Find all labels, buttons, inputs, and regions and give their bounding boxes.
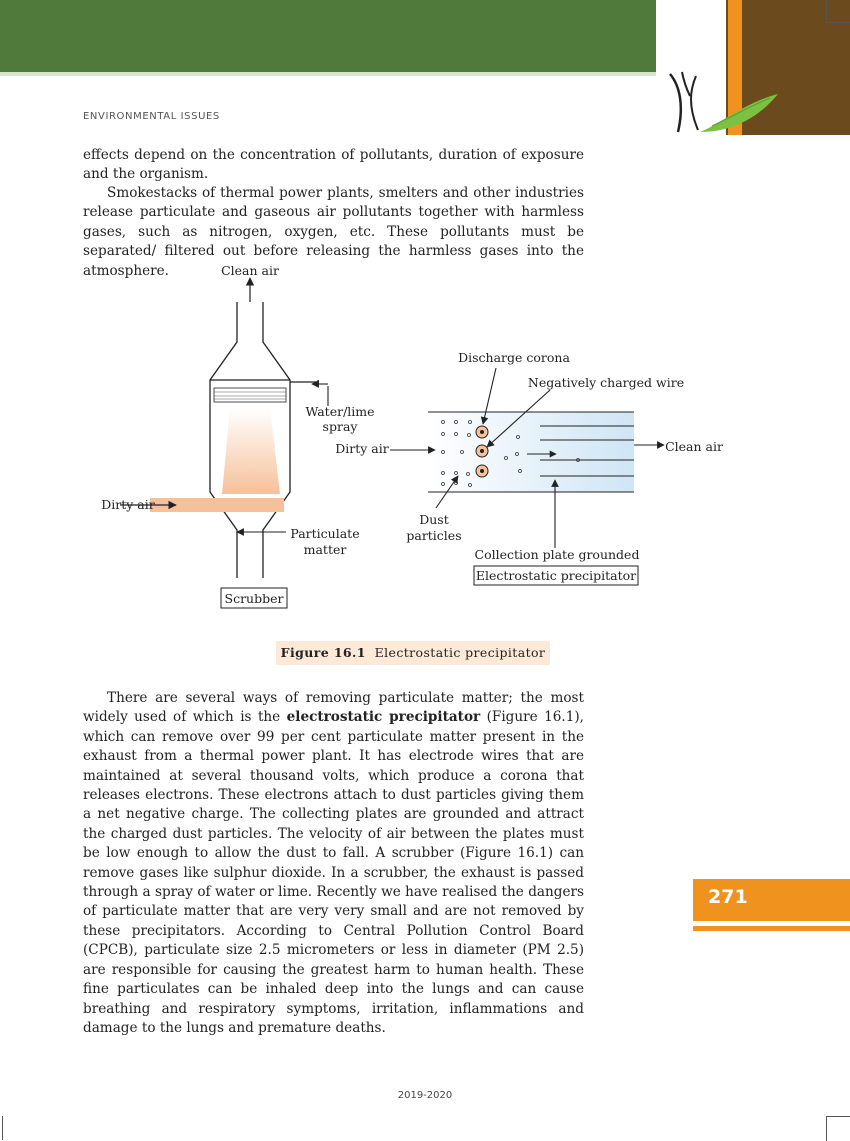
collection-plate-label: Collection plate grounded — [474, 547, 640, 562]
figure-caption — [276, 641, 550, 665]
crop-mark-bottom-right — [826, 1116, 850, 1141]
water-lime-label-line1: Water/lime — [305, 404, 375, 419]
crop-mark-bottom-left — [0, 1116, 3, 1140]
paragraph-1: effects depend on the concentration of pollutants, duration of exposure and the organism. — [83, 147, 584, 183]
crop-mark-top-right — [826, 0, 850, 23]
dust-label-line2: particles — [406, 528, 462, 543]
paragraph-3-bold-term: electrostatic precipitator — [286, 709, 481, 726]
precipitator-box-label: Electrostatic precipitator — [475, 568, 637, 583]
paragraph-2-text: Smokestacks of thermal power plants, smelters and other industries release particulate and gaseous air pollutants together with harmless gases, such as nitrogen, oxygen, etc. These pollutants must be separated/ filtered out before releasing the harmless gases into the atmosphere. — [83, 185, 584, 279]
scrubber-clean-air-label: Clean air — [221, 263, 279, 278]
dust-label-line1: Dust — [419, 512, 449, 527]
figure-number: Figure 16.1 — [280, 645, 366, 660]
figure-title: Electrostatic precipitator — [374, 645, 546, 660]
footer-year: 2019-2020 — [397, 1090, 453, 1101]
particulate-label-line1: Particulate — [290, 526, 360, 541]
water-lime-label-line2: spray — [322, 419, 358, 434]
page-number-tab-line — [693, 926, 850, 931]
leaf-logo-icon — [660, 66, 790, 138]
section-header: ENVIRONMENTAL ISSUES — [83, 111, 220, 122]
discharge-corona-label: Discharge corona — [458, 350, 570, 365]
header-band-edge — [0, 72, 656, 76]
precipitator-clean-air-label: Clean air — [665, 439, 723, 454]
scrubber-dirty-air-label: Dirty air — [101, 497, 155, 512]
scrubber-box-label: Scrubber — [224, 591, 284, 606]
particulate-label-line2: matter — [303, 542, 347, 557]
negatively-charged-wire-label: Negatively charged wire — [527, 375, 685, 390]
precipitator-dirty-air-label: Dirty air — [335, 441, 389, 456]
paragraph-3-start: There are several ways of removing particulate matter; the most widely used of which is the — [83, 690, 584, 726]
header-green-band — [0, 0, 656, 72]
paragraph-3-rest: (Figure 16.1), which can remove over 99 per cent particulate matter present in the exhaust from a thermal power plant. It has electrode wires that are maintained at several thousand volts, which produce a corona that releases electrons. These electrons attach to dust particles giving them a net negative charge. The collecting plates are grounded and attract the charged dust particles. The velocity of air between the plates must be low enough to allow the dust to fall. A scrubber (Figure 16.1) can remove gases like sulphur dioxide. In a scrubber, the exhaust is passed through a spray of water or lime. Recently we have realised the dangers of particulate matter that are very very small and are not removed by these precipitators. According to Central Pollution Control Board (CPCB), particulate size 2.5 micrometers or less in diameter (PM 2.5) are responsible for causing the greatest harm to human health. These fine particulates can be inhaled deep into the lungs and can cause breathing and respiratory symptoms, irritation, inflammations and damage to the lungs and premature deaths. — [83, 709, 584, 1036]
scrubber-diagram — [120, 278, 328, 608]
figure-16-1-diagram — [90, 262, 750, 612]
page-number: 271 — [708, 886, 748, 908]
paragraph-3 — [83, 689, 584, 1038]
